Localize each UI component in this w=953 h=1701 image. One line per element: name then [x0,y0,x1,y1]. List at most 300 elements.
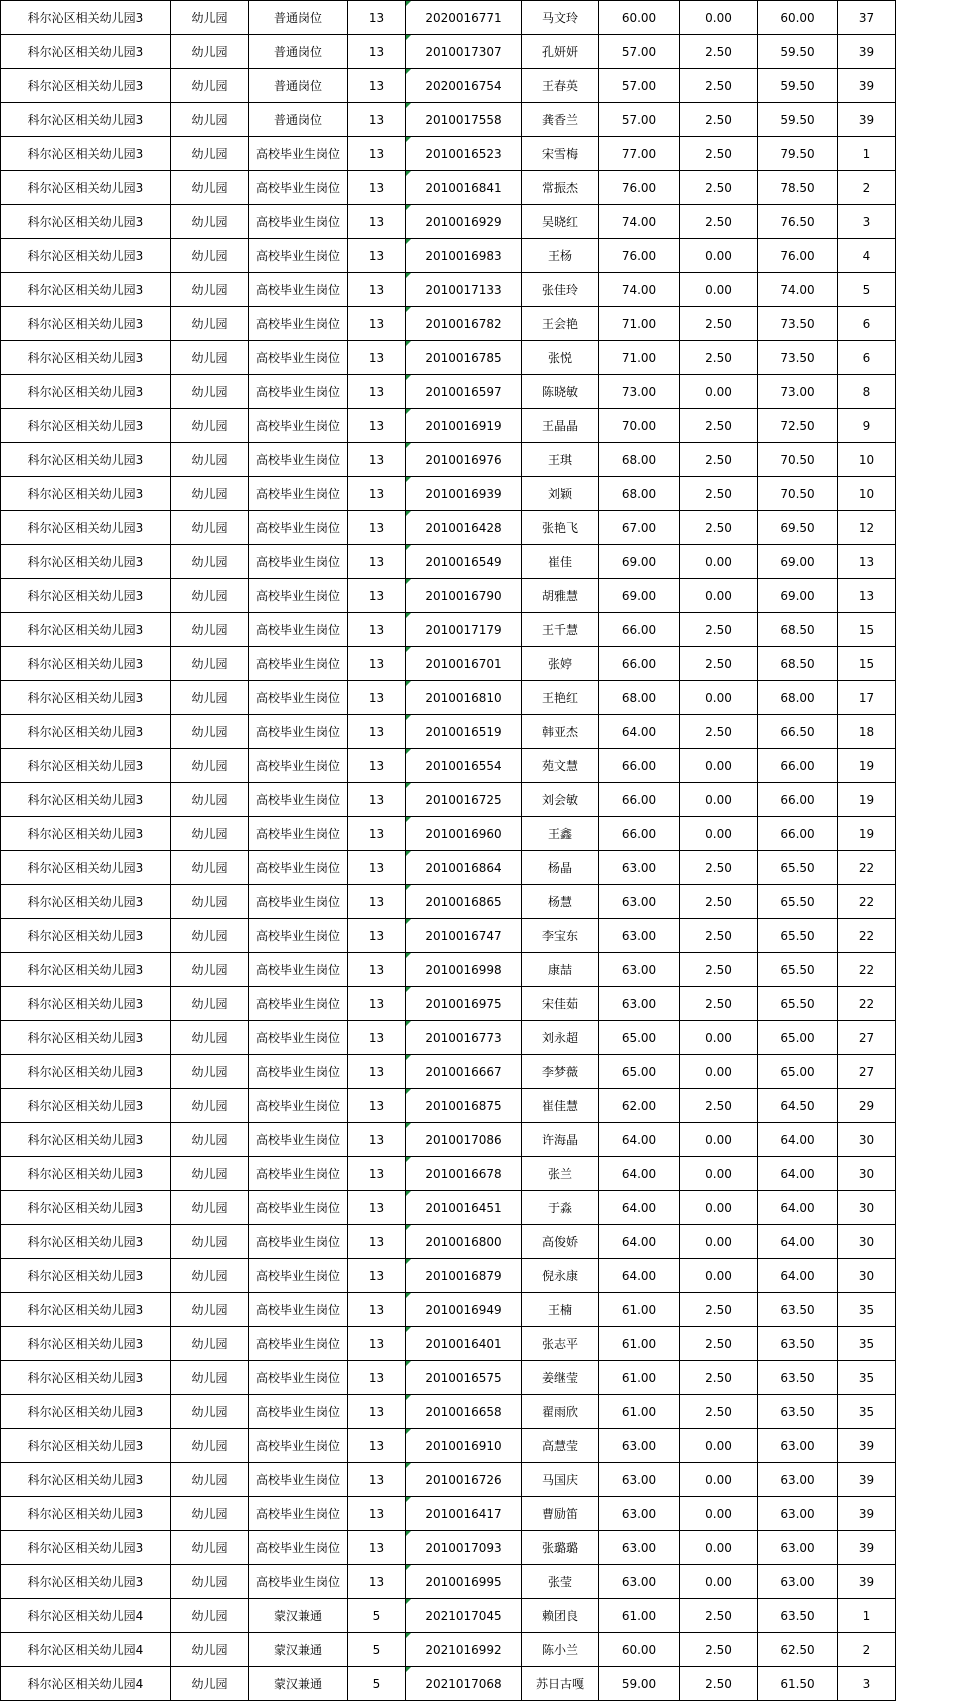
exam-id-cell: 2010016519 [406,715,522,749]
count-cell: 13 [348,239,406,273]
rank-cell: 30 [838,1259,896,1293]
exam-id-cell: 2010016725 [406,783,522,817]
exam-id-cell: 2010016785 [406,341,522,375]
exam-id-cell: 2010016864 [406,851,522,885]
written-score-cell: 70.00 [599,409,680,443]
category-cell: 幼儿园 [171,681,249,715]
written-score-cell: 77.00 [599,137,680,171]
exam-id-cell: 2010016998 [406,953,522,987]
bonus-score-cell: 2.50 [680,1633,758,1667]
rank-cell: 39 [838,1429,896,1463]
table-row [1,409,896,443]
bonus-score-cell: 2.50 [680,715,758,749]
exam-id-cell: 2010016983 [406,239,522,273]
total-score-cell: 66.00 [758,783,838,817]
table-row [1,1667,896,1701]
name-cell: 姜继莹 [522,1361,599,1395]
written-score-cell: 63.00 [599,987,680,1021]
exam-id-cell: 2010016810 [406,681,522,715]
table-row [1,273,896,307]
table-row [1,851,896,885]
rank-cell: 18 [838,715,896,749]
unit-cell: 科尔沁区相关幼儿园3 [1,35,171,69]
name-cell: 李宝东 [522,919,599,953]
exam-id-cell: 2010017093 [406,1531,522,1565]
written-score-cell: 64.00 [599,1191,680,1225]
position-cell: 高校毕业生岗位 [249,1225,348,1259]
rank-cell: 12 [838,511,896,545]
rank-cell: 5 [838,273,896,307]
total-score-cell: 62.50 [758,1633,838,1667]
name-cell: 杨慧 [522,885,599,919]
unit-cell: 科尔沁区相关幼儿园3 [1,1,171,35]
category-cell: 幼儿园 [171,545,249,579]
table-row [1,1327,896,1361]
total-score-cell: 68.50 [758,613,838,647]
written-score-cell: 60.00 [599,1633,680,1667]
position-cell: 蒙汉兼通 [249,1667,348,1701]
count-cell: 13 [348,579,406,613]
count-cell: 13 [348,1293,406,1327]
unit-cell: 科尔沁区相关幼儿园3 [1,1497,171,1531]
table-row [1,1259,896,1293]
name-cell: 马国庆 [522,1463,599,1497]
name-cell: 韩亚杰 [522,715,599,749]
name-cell: 王楠 [522,1293,599,1327]
total-score-cell: 59.50 [758,35,838,69]
category-cell: 幼儿园 [171,171,249,205]
unit-cell: 科尔沁区相关幼儿园3 [1,1395,171,1429]
written-score-cell: 66.00 [599,647,680,681]
total-score-cell: 63.50 [758,1599,838,1633]
name-cell: 苏日古嘎 [522,1667,599,1701]
unit-cell: 科尔沁区相关幼儿园4 [1,1633,171,1667]
bonus-score-cell: 2.50 [680,409,758,443]
count-cell: 13 [348,987,406,1021]
bonus-score-cell: 2.50 [680,341,758,375]
category-cell: 幼儿园 [171,375,249,409]
category-cell: 幼儿园 [171,69,249,103]
rank-cell: 39 [838,1531,896,1565]
count-cell: 13 [348,409,406,443]
bonus-score-cell: 0.00 [680,545,758,579]
rank-cell: 39 [838,103,896,137]
category-cell: 幼儿园 [171,1667,249,1701]
position-cell: 普通岗位 [249,103,348,137]
count-cell: 5 [348,1633,406,1667]
name-cell: 王晶晶 [522,409,599,443]
total-score-cell: 78.50 [758,171,838,205]
count-cell: 13 [348,443,406,477]
count-cell: 13 [348,1055,406,1089]
name-cell: 高俊娇 [522,1225,599,1259]
category-cell: 幼儿园 [171,1157,249,1191]
bonus-score-cell: 2.50 [680,307,758,341]
table-row [1,1123,896,1157]
bonus-score-cell: 0.00 [680,1497,758,1531]
bonus-score-cell: 2.50 [680,1599,758,1633]
count-cell: 13 [348,1225,406,1259]
rank-cell: 15 [838,647,896,681]
exam-id-cell: 2010016939 [406,477,522,511]
name-cell: 张璐璐 [522,1531,599,1565]
total-score-cell: 63.50 [758,1293,838,1327]
table-row [1,1429,896,1463]
bonus-score-cell: 2.50 [680,1327,758,1361]
rank-cell: 39 [838,1565,896,1599]
count-cell: 13 [348,953,406,987]
written-score-cell: 61.00 [599,1395,680,1429]
name-cell: 曹励笛 [522,1497,599,1531]
rank-cell: 35 [838,1293,896,1327]
exam-id-cell: 2010016800 [406,1225,522,1259]
count-cell: 13 [348,477,406,511]
rank-cell: 4 [838,239,896,273]
total-score-cell: 64.00 [758,1259,838,1293]
total-score-cell: 64.00 [758,1123,838,1157]
unit-cell: 科尔沁区相关幼儿园3 [1,749,171,783]
bonus-score-cell: 0.00 [680,783,758,817]
unit-cell: 科尔沁区相关幼儿园3 [1,1191,171,1225]
total-score-cell: 59.50 [758,103,838,137]
unit-cell: 科尔沁区相关幼儿园3 [1,171,171,205]
rank-cell: 35 [838,1361,896,1395]
category-cell: 幼儿园 [171,35,249,69]
category-cell: 幼儿园 [171,1123,249,1157]
bonus-score-cell: 2.50 [680,35,758,69]
category-cell: 幼儿园 [171,1089,249,1123]
unit-cell: 科尔沁区相关幼儿园3 [1,477,171,511]
total-score-cell: 73.50 [758,307,838,341]
total-score-cell: 65.50 [758,919,838,953]
table-row [1,613,896,647]
count-cell: 13 [348,851,406,885]
exam-id-cell: 2010016667 [406,1055,522,1089]
position-cell: 高校毕业生岗位 [249,851,348,885]
exam-id-cell: 2010016575 [406,1361,522,1395]
position-cell: 高校毕业生岗位 [249,783,348,817]
position-cell: 高校毕业生岗位 [249,953,348,987]
rank-cell: 30 [838,1123,896,1157]
unit-cell: 科尔沁区相关幼儿园3 [1,307,171,341]
bonus-score-cell: 0.00 [680,1191,758,1225]
name-cell: 宋佳茹 [522,987,599,1021]
name-cell: 陈晓敏 [522,375,599,409]
rank-cell: 17 [838,681,896,715]
total-score-cell: 60.00 [758,1,838,35]
total-score-cell: 61.50 [758,1667,838,1701]
rank-cell: 22 [838,953,896,987]
written-score-cell: 73.00 [599,375,680,409]
bonus-score-cell: 0.00 [680,1225,758,1259]
count-cell: 13 [348,1259,406,1293]
category-cell: 幼儿园 [171,1531,249,1565]
written-score-cell: 69.00 [599,545,680,579]
exam-id-cell: 2010016597 [406,375,522,409]
total-score-cell: 63.50 [758,1361,838,1395]
count-cell: 13 [348,1531,406,1565]
written-score-cell: 74.00 [599,205,680,239]
count-cell: 13 [348,1123,406,1157]
count-cell: 13 [348,1565,406,1599]
written-score-cell: 61.00 [599,1599,680,1633]
exam-id-cell: 2010016773 [406,1021,522,1055]
total-score-cell: 63.00 [758,1429,838,1463]
category-cell: 幼儿园 [171,783,249,817]
name-cell: 王春英 [522,69,599,103]
position-cell: 蒙汉兼通 [249,1633,348,1667]
position-cell: 高校毕业生岗位 [249,1021,348,1055]
count-cell: 13 [348,307,406,341]
category-cell: 幼儿园 [171,409,249,443]
bonus-score-cell: 0.00 [680,1429,758,1463]
unit-cell: 科尔沁区相关幼儿园3 [1,103,171,137]
count-cell: 13 [348,375,406,409]
exam-id-cell: 2010016549 [406,545,522,579]
exam-id-cell: 2010017133 [406,273,522,307]
unit-cell: 科尔沁区相关幼儿园3 [1,851,171,885]
written-score-cell: 65.00 [599,1055,680,1089]
category-cell: 幼儿园 [171,1191,249,1225]
table-row [1,545,896,579]
name-cell: 龚香兰 [522,103,599,137]
unit-cell: 科尔沁区相关幼儿园3 [1,1259,171,1293]
exam-id-cell: 2010016726 [406,1463,522,1497]
name-cell: 王琪 [522,443,599,477]
exam-id-cell: 2010016747 [406,919,522,953]
table-row [1,511,896,545]
table-row [1,341,896,375]
total-score-cell: 70.50 [758,443,838,477]
table-row [1,477,896,511]
position-cell: 高校毕业生岗位 [249,919,348,953]
table-row [1,817,896,851]
bonus-score-cell: 0.00 [680,1021,758,1055]
name-cell: 张婷 [522,647,599,681]
total-score-cell: 69.00 [758,579,838,613]
written-score-cell: 63.00 [599,1531,680,1565]
name-cell: 胡雅慧 [522,579,599,613]
table-row [1,919,896,953]
category-cell: 幼儿园 [171,1259,249,1293]
bonus-score-cell: 0.00 [680,749,758,783]
unit-cell: 科尔沁区相关幼儿园3 [1,409,171,443]
category-cell: 幼儿园 [171,715,249,749]
name-cell: 崔佳 [522,545,599,579]
unit-cell: 科尔沁区相关幼儿园3 [1,1055,171,1089]
name-cell: 宋雪梅 [522,137,599,171]
position-cell: 高校毕业生岗位 [249,1565,348,1599]
position-cell: 高校毕业生岗位 [249,1157,348,1191]
position-cell: 高校毕业生岗位 [249,885,348,919]
bonus-score-cell: 2.50 [680,885,758,919]
name-cell: 翟雨欣 [522,1395,599,1429]
table-row [1,1531,896,1565]
count-cell: 13 [348,647,406,681]
unit-cell: 科尔沁区相关幼儿园4 [1,1599,171,1633]
position-cell: 高校毕业生岗位 [249,1395,348,1429]
count-cell: 13 [348,715,406,749]
exam-id-cell: 2010016401 [406,1327,522,1361]
bonus-score-cell: 0.00 [680,273,758,307]
written-score-cell: 57.00 [599,103,680,137]
bonus-score-cell: 0.00 [680,1055,758,1089]
written-score-cell: 66.00 [599,817,680,851]
rank-cell: 29 [838,1089,896,1123]
bonus-score-cell: 2.50 [680,1293,758,1327]
written-score-cell: 76.00 [599,239,680,273]
exam-id-cell: 2010016451 [406,1191,522,1225]
name-cell: 王杨 [522,239,599,273]
count-cell: 5 [348,1599,406,1633]
exam-id-cell: 2010017086 [406,1123,522,1157]
category-cell: 幼儿园 [171,1395,249,1429]
name-cell: 于淼 [522,1191,599,1225]
written-score-cell: 63.00 [599,885,680,919]
table-row [1,885,896,919]
written-score-cell: 64.00 [599,715,680,749]
bonus-score-cell: 2.50 [680,1089,758,1123]
total-score-cell: 64.00 [758,1225,838,1259]
rank-cell: 9 [838,409,896,443]
category-cell: 幼儿园 [171,885,249,919]
category-cell: 幼儿园 [171,511,249,545]
table-row [1,205,896,239]
name-cell: 张志平 [522,1327,599,1361]
total-score-cell: 66.00 [758,817,838,851]
total-score-cell: 65.50 [758,885,838,919]
rank-cell: 6 [838,307,896,341]
position-cell: 高校毕业生岗位 [249,1123,348,1157]
name-cell: 许海晶 [522,1123,599,1157]
exam-id-cell: 2010016929 [406,205,522,239]
position-cell: 高校毕业生岗位 [249,987,348,1021]
position-cell: 高校毕业生岗位 [249,545,348,579]
category-cell: 幼儿园 [171,1327,249,1361]
total-score-cell: 64.00 [758,1157,838,1191]
exam-id-cell: 2021016992 [406,1633,522,1667]
total-score-cell: 64.00 [758,1191,838,1225]
category-cell: 幼儿园 [171,1497,249,1531]
name-cell: 马文玲 [522,1,599,35]
table-row [1,103,896,137]
position-cell: 高校毕业生岗位 [249,1055,348,1089]
count-cell: 13 [348,817,406,851]
name-cell: 刘会敏 [522,783,599,817]
bonus-score-cell: 2.50 [680,137,758,171]
category-cell: 幼儿园 [171,647,249,681]
exam-id-cell: 2010016658 [406,1395,522,1429]
category-cell: 幼儿园 [171,987,249,1021]
unit-cell: 科尔沁区相关幼儿园3 [1,511,171,545]
rank-cell: 39 [838,1463,896,1497]
written-score-cell: 61.00 [599,1327,680,1361]
rank-cell: 30 [838,1191,896,1225]
position-cell: 高校毕业生岗位 [249,1361,348,1395]
written-score-cell: 60.00 [599,1,680,35]
written-score-cell: 64.00 [599,1225,680,1259]
table-row [1,1055,896,1089]
rank-cell: 22 [838,851,896,885]
total-score-cell: 76.50 [758,205,838,239]
rank-cell: 22 [838,987,896,1021]
table-row [1,715,896,749]
total-score-cell: 63.50 [758,1327,838,1361]
exam-id-cell: 2010017558 [406,103,522,137]
table-row [1,1395,896,1429]
count-cell: 13 [348,1089,406,1123]
count-cell: 13 [348,1463,406,1497]
unit-cell: 科尔沁区相关幼儿园3 [1,1565,171,1599]
name-cell: 李梦薇 [522,1055,599,1089]
total-score-cell: 63.00 [758,1531,838,1565]
exam-id-cell: 2010016995 [406,1565,522,1599]
written-score-cell: 68.00 [599,477,680,511]
exam-id-cell: 2010016976 [406,443,522,477]
exam-id-cell: 2010016949 [406,1293,522,1327]
bonus-score-cell: 0.00 [680,817,758,851]
count-cell: 13 [348,749,406,783]
written-score-cell: 63.00 [599,919,680,953]
position-cell: 高校毕业生岗位 [249,137,348,171]
count-cell: 13 [348,1,406,35]
unit-cell: 科尔沁区相关幼儿园3 [1,1361,171,1395]
name-cell: 王鑫 [522,817,599,851]
total-score-cell: 63.00 [758,1565,838,1599]
table-row [1,1633,896,1667]
category-cell: 幼儿园 [171,1,249,35]
count-cell: 13 [348,1191,406,1225]
position-cell: 蒙汉兼通 [249,1599,348,1633]
bonus-score-cell: 2.50 [680,443,758,477]
rank-cell: 39 [838,1497,896,1531]
total-score-cell: 65.50 [758,953,838,987]
total-score-cell: 65.00 [758,1021,838,1055]
total-score-cell: 59.50 [758,69,838,103]
position-cell: 高校毕业生岗位 [249,647,348,681]
bonus-score-cell: 2.50 [680,1361,758,1395]
unit-cell: 科尔沁区相关幼儿园3 [1,783,171,817]
name-cell: 张佳玲 [522,273,599,307]
unit-cell: 科尔沁区相关幼儿园3 [1,647,171,681]
table-row [1,1,896,35]
total-score-cell: 76.00 [758,239,838,273]
category-cell: 幼儿园 [171,1225,249,1259]
position-cell: 普通岗位 [249,1,348,35]
exam-id-cell: 2020016771 [406,1,522,35]
category-cell: 幼儿园 [171,477,249,511]
exam-id-cell: 2010016975 [406,987,522,1021]
table-row [1,987,896,1021]
category-cell: 幼儿园 [171,1565,249,1599]
exam-id-cell: 2010016919 [406,409,522,443]
rank-cell: 27 [838,1055,896,1089]
bonus-score-cell: 0.00 [680,1123,758,1157]
category-cell: 幼儿园 [171,1633,249,1667]
rank-cell: 30 [838,1225,896,1259]
exam-id-cell: 2010016960 [406,817,522,851]
bonus-score-cell: 2.50 [680,919,758,953]
count-cell: 13 [348,681,406,715]
unit-cell: 科尔沁区相关幼儿园3 [1,919,171,953]
table-row [1,1497,896,1531]
unit-cell: 科尔沁区相关幼儿园3 [1,69,171,103]
count-cell: 13 [348,1497,406,1531]
name-cell: 刘永超 [522,1021,599,1055]
category-cell: 幼儿园 [171,307,249,341]
count-cell: 13 [348,205,406,239]
bonus-score-cell: 2.50 [680,103,758,137]
